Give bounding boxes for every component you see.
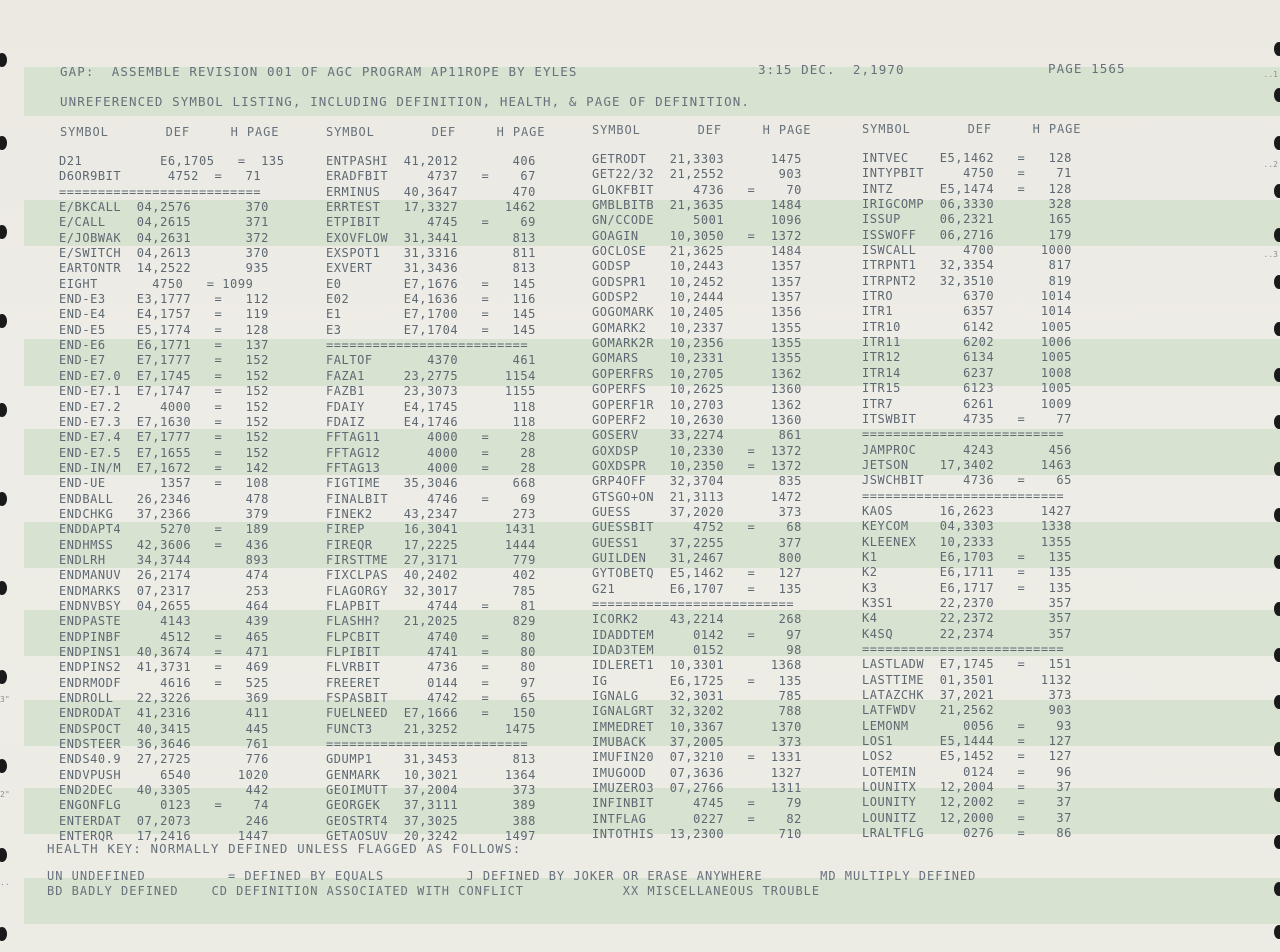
symbol-row: FAZB1 23,3073 1155 <box>326 384 536 399</box>
symbol-row: IGNALGRT 32,3202 788 <box>592 704 802 719</box>
symbol-row: K1 E6,1703 = 135 <box>862 549 1072 564</box>
symbol-row: END2DEC 40,3305 442 <box>59 783 269 798</box>
symbol-row: ENDSTEER 36,3646 761 <box>59 737 269 752</box>
symbol-row: INTFLAG 0227 = 82 <box>592 811 802 826</box>
symbol-row: FIGTIME 35,3046 668 <box>326 476 536 491</box>
tractor-hole <box>1274 368 1280 382</box>
symbol-row: GOAGIN 10,3050 = 1372 <box>592 228 802 243</box>
listing-header: GAP: ASSEMBLE REVISION 001 OF AGC PROGRAM AP11ROPE BY EYLES <box>60 64 578 79</box>
symbol-row: GOPERF2 10,2630 1360 <box>592 412 802 427</box>
symbol-row: GETAOSUV 20,3242 1497 <box>326 829 536 844</box>
symbol-row: ENDCHKG 37,2366 379 <box>59 506 269 521</box>
symbol-row: JAMPROC 4243 456 <box>862 442 1072 457</box>
symbol-row: D21 E6,1705 = 135 <box>59 154 285 168</box>
symbol-row: END-E7.0 E7,1745 = 152 <box>59 368 269 383</box>
tractor-hole <box>1274 925 1280 939</box>
tractor-hole <box>1274 555 1280 569</box>
symbol-row: EXOVFLOW 31,3441 813 <box>326 230 536 245</box>
symbol-row: IMUGOOD 07,3636 1327 <box>592 765 802 780</box>
symbol-row: GEOIMUTT 37,2004 373 <box>326 783 536 798</box>
symbol-row: LOTEMIN 0124 = 96 <box>862 764 1072 779</box>
tractor-hole <box>0 314 7 328</box>
margin-mark: .. <box>0 878 10 887</box>
symbol-row: GODSP 10,2443 1357 <box>592 259 802 274</box>
symbol-row: ENDS40.9 27,2725 776 <box>59 752 269 767</box>
tractor-hole <box>0 927 7 941</box>
symbol-row: ISSWOFF 06,2716 179 <box>862 227 1072 242</box>
tractor-hole <box>1274 508 1280 522</box>
health-key-title: HEALTH KEY: NORMALLY DEFINED UNLESS FLAGGED AS FOLLOWS: <box>47 841 522 856</box>
symbol-row: ENDHMSS 42,3606 = 436 <box>59 537 269 552</box>
symbol-row: INTOTHIS 13,2300 710 <box>592 827 802 842</box>
symbol-row: GLOKFBIT 4736 = 70 <box>592 182 802 197</box>
separator-row: ========================== <box>862 642 1065 656</box>
symbol-row: ERADFBIT 4737 = 67 <box>326 169 536 184</box>
margin-mark: 3" <box>0 695 10 704</box>
symbol-row: E3 E7,1704 = 145 <box>326 322 536 337</box>
symbol-row: END-E6 E6,1771 = 137 <box>59 338 269 353</box>
symbol-row: END-E5 E5,1774 = 128 <box>59 322 269 337</box>
symbol-row: FLPIBIT 4741 = 80 <box>326 645 536 659</box>
symbol-row: FLAPBIT 4744 = 81 <box>326 598 536 613</box>
symbol-row: FLVRBIT 4736 = 80 <box>326 660 536 675</box>
symbol-row: ITR12 6134 1005 <box>862 350 1072 365</box>
symbol-row: FFTAG12 4000 = 28 <box>326 445 536 460</box>
symbol-row: ITR10 6142 1005 <box>862 319 1072 334</box>
symbol-column <box>592 152 802 842</box>
symbol-row: GRP4OFF 32,3704 835 <box>592 474 802 489</box>
symbol-row: IMMEDRET 10,3367 1370 <box>592 719 802 734</box>
symbol-row: ENDDAPT4 5270 = 189 <box>59 522 269 537</box>
separator-row: ========================== <box>592 596 795 611</box>
symbol-row: FDAIY E4,1745 118 <box>326 399 536 414</box>
symbol-row: FALTOF 4370 461 <box>326 353 536 368</box>
symbol-row: GUESS1 37,2255 377 <box>592 535 802 550</box>
symbol-row: ITSWBIT 4735 = 77 <box>862 411 1072 426</box>
symbol-row: ENDPASTE 4143 439 <box>59 614 269 629</box>
symbol-row: END-IN/M E7,1672 = 142 <box>59 460 269 475</box>
symbol-row: ENDNVBSY 04,2655 464 <box>59 598 269 613</box>
symbol-row: FINEK2 43,2347 273 <box>326 506 536 521</box>
symbol-row: IDAD3TEM 0152 98 <box>592 643 802 657</box>
tractor-hole <box>1274 322 1280 336</box>
tractor-hole <box>0 581 7 595</box>
tractor-hole <box>1274 882 1280 896</box>
symbol-row: INTVEC E5,1462 = 128 <box>862 151 1072 165</box>
symbol-row: GOPERFRS 10,2705 1362 <box>592 366 802 381</box>
symbol-row: EIGHT 4750 = 1099 <box>59 276 254 291</box>
symbol-row: GET22/32 21,2552 903 <box>592 167 802 182</box>
symbol-row: K4 22,2372 357 <box>862 611 1072 626</box>
symbol-row: GUILDEN 31,2467 800 <box>592 550 802 565</box>
symbol-row: GOMARS 10,2331 1355 <box>592 351 802 366</box>
column-header: SYMBOL DEF H PAGE <box>592 123 812 137</box>
symbol-row: END-E7.4 E7,1777 = 152 <box>59 430 269 445</box>
tractor-hole <box>1274 742 1280 756</box>
separator-row: ========================== <box>59 184 262 199</box>
symbol-row: IMUBACK 37,2005 373 <box>592 735 802 750</box>
tractor-hole <box>1274 88 1280 102</box>
symbol-row: KLEENEX 10,2333 1355 <box>862 534 1072 549</box>
symbol-row: ENDLRH 34,3744 893 <box>59 552 269 567</box>
symbol-row: FDAIZ E4,1746 118 <box>326 414 536 429</box>
symbol-row: GN/CCODE 5001 1096 <box>592 213 802 228</box>
symbol-row: ENDROLL 22,3226 369 <box>59 691 269 706</box>
margin-mark: 2" <box>0 790 10 799</box>
symbol-row: GUESS 37,2020 373 <box>592 504 802 519</box>
symbol-row: G21 E6,1707 = 135 <box>592 581 802 596</box>
symbol-row: GTSGO+ON 21,3113 1472 <box>592 489 802 504</box>
symbol-row: IDADDTEM 0142 = 97 <box>592 627 802 642</box>
tractor-hole <box>0 670 7 684</box>
symbol-row: ENGONFLG 0123 = 74 <box>59 798 269 813</box>
tractor-hole <box>1274 695 1280 709</box>
symbol-row: FUELNEED E7,1666 = 150 <box>326 706 536 721</box>
symbol-row: IRIGCOMP 06,3330 328 <box>862 197 1072 212</box>
symbol-row: JETSON 17,3402 1463 <box>862 457 1072 472</box>
symbol-row: ETPIBIT 4745 = 69 <box>326 215 536 230</box>
symbol-row: ENTERDAT 07,2073 246 <box>59 813 269 828</box>
symbol-row: LOS1 E5,1444 = 127 <box>862 734 1072 749</box>
symbol-row: GENMARK 10,3021 1364 <box>326 767 536 782</box>
symbol-row: ERRTEST 17,3327 1462 <box>326 200 536 215</box>
tractor-hole <box>0 848 7 862</box>
symbol-row: GMBLBITB 21,3635 1484 <box>592 198 802 213</box>
symbol-row: ISSUP 06,2321 165 <box>862 212 1072 227</box>
symbol-row: ENDMARKS 07,2317 253 <box>59 583 269 598</box>
symbol-row: ITRPNT2 32,3510 819 <box>862 273 1072 288</box>
symbol-row: END-E3 E3,1777 = 112 <box>59 292 269 307</box>
symbol-row: GYTOBETQ E5,1462 = 127 <box>592 566 802 581</box>
symbol-row: LRALTFLG 0276 = 86 <box>862 826 1072 841</box>
symbol-row: ENDMANUV 26,2174 474 <box>59 568 269 583</box>
symbol-row: END-E7.1 E7,1747 = 152 <box>59 384 269 399</box>
separator-row: ========================== <box>862 427 1065 442</box>
symbol-row: D6OR9BIT 4752 = 71 <box>59 169 262 184</box>
symbol-row: ENDBALL 26,2346 478 <box>59 491 269 506</box>
symbol-row: FAZA1 23,2775 1154 <box>326 368 536 383</box>
symbol-row: KAOS 16,2623 1427 <box>862 503 1072 518</box>
symbol-row: ITRO 6370 1014 <box>862 289 1072 304</box>
symbol-column <box>862 151 1072 841</box>
symbol-row: ISWCALL 4700 1000 <box>862 243 1072 258</box>
tractor-hole <box>0 759 7 773</box>
symbol-row: GEORGEK 37,3111 389 <box>326 798 536 813</box>
tractor-hole <box>1274 462 1280 476</box>
symbol-row: E02 E4,1636 = 116 <box>326 292 536 307</box>
symbol-row: ENDVPUSH 6540 1020 <box>59 767 269 782</box>
tractor-hole <box>1274 42 1280 56</box>
column-header: SYMBOL DEF H PAGE <box>862 122 1082 136</box>
symbol-row: EXVERT 31,3436 813 <box>326 261 536 276</box>
symbol-row: JSWCHBIT 4736 = 65 <box>862 473 1072 488</box>
symbol-row: ENDRODAT 41,2316 411 <box>59 706 269 721</box>
symbol-row: ENDPINS1 40,3674 = 471 <box>59 645 269 659</box>
symbol-row: INFINBIT 4745 = 79 <box>592 796 802 811</box>
symbol-column <box>326 154 536 844</box>
tractor-hole <box>1274 788 1280 802</box>
symbol-row: GOPERF1R 10,2703 1362 <box>592 397 802 412</box>
symbol-row: ENDSPOCT 40,3415 445 <box>59 721 269 736</box>
symbol-row: GOSERV 33,2274 861 <box>592 428 802 443</box>
symbol-row: ENDPINS2 41,3731 = 469 <box>59 660 269 675</box>
symbol-row: LASTLADW E7,1745 = 151 <box>862 657 1072 672</box>
symbol-row: EXSPOT1 31,3316 811 <box>326 246 536 261</box>
symbol-row: ITR15 6123 1005 <box>862 381 1072 396</box>
symbol-row: FUNCT3 21,3252 1475 <box>326 721 536 736</box>
separator-row: ========================== <box>326 737 529 752</box>
symbol-row: IG E6,1725 = 135 <box>592 673 802 688</box>
symbol-row: IGNALG 32,3031 785 <box>592 689 802 704</box>
tractor-hole <box>0 492 7 506</box>
symbol-row: E1 E7,1700 = 145 <box>326 307 536 322</box>
symbol-row: LEMONM 0056 = 93 <box>862 718 1072 733</box>
symbol-row: IMUZERO3 07,2766 1311 <box>592 781 802 796</box>
symbol-row: GDUMP1 31,3453 813 <box>326 752 536 767</box>
tractor-hole <box>0 403 7 417</box>
symbol-row: FLPCBIT 4740 = 80 <box>326 629 536 644</box>
symbol-row: END-E7.2 4000 = 152 <box>59 399 269 414</box>
tractor-hole <box>1274 228 1280 242</box>
symbol-row: FFTAG13 4000 = 28 <box>326 460 536 475</box>
separator-row: ========================== <box>862 488 1065 503</box>
symbol-row: GETRODT 21,3303 1475 <box>592 152 802 166</box>
symbol-row: END-E7.5 E7,1655 = 152 <box>59 445 269 460</box>
symbol-row: ITR14 6237 1008 <box>862 365 1072 380</box>
symbol-row: FLAGORGY 32,3017 785 <box>326 583 536 598</box>
margin-mark: ..3 <box>1263 250 1278 259</box>
symbol-row: FLASHH? 21,2025 829 <box>326 614 536 629</box>
symbol-row: FIREP 16,3041 1431 <box>326 522 536 537</box>
symbol-row: K3 E6,1717 = 135 <box>862 580 1072 595</box>
tractor-hole <box>0 136 7 150</box>
column-header: SYMBOL DEF H PAGE <box>60 125 280 139</box>
symbol-row: GEOSTRT4 37,3025 388 <box>326 813 536 828</box>
tractor-hole <box>1274 415 1280 429</box>
symbol-row: END-E7.3 E7,1630 = 152 <box>59 414 269 429</box>
margin-mark: ..2 <box>1263 160 1278 169</box>
symbol-row: GOPERFS 10,2625 1360 <box>592 382 802 397</box>
symbol-row: EARTONTR 14,2522 935 <box>59 261 269 276</box>
symbol-row: ITRPNT1 32,3354 817 <box>862 258 1072 273</box>
symbol-row: ERMINUS 40,3647 470 <box>326 184 536 199</box>
symbol-row: LOUNITY 12,2002 = 37 <box>862 795 1072 810</box>
symbol-row: E/SWITCH 04,2613 370 <box>59 246 269 261</box>
symbol-row: LOUNITX 12,2004 = 37 <box>862 780 1072 795</box>
symbol-row: GOCLOSE 21,3625 1484 <box>592 244 802 259</box>
health-key-line: UN UNDEFINED = DEFINED BY EQUALS J DEFINED BY JOKER OR ERASE ANYWHERE MD MULTIPLY DEFINED <box>47 869 977 883</box>
symbol-row: ENDRMODF 4616 = 525 <box>59 675 269 690</box>
symbol-row: GUESSBIT 4752 = 68 <box>592 520 802 535</box>
symbol-row: K3S1 22,2370 357 <box>862 595 1072 610</box>
symbol-row: GOMARK2R 10,2356 1355 <box>592 336 802 351</box>
tractor-hole <box>1274 275 1280 289</box>
symbol-row: E0 E7,1676 = 145 <box>326 276 536 291</box>
tractor-hole <box>0 225 7 239</box>
symbol-row: LATAZCHK 37,2021 373 <box>862 688 1072 703</box>
symbol-row: GODSP2 10,2444 1357 <box>592 290 802 305</box>
symbol-row: GOXDSP 10,2330 = 1372 <box>592 443 802 458</box>
symbol-row: ICORK2 43,2214 268 <box>592 612 802 627</box>
separator-row: ========================== <box>326 338 529 353</box>
symbol-row: GOXDSPR 10,2350 = 1372 <box>592 458 802 473</box>
symbol-column <box>59 154 284 844</box>
symbol-row: E/CALL 04,2615 371 <box>59 215 269 230</box>
tractor-hole <box>1274 602 1280 616</box>
symbol-row: FSPASBIT 4742 = 65 <box>326 691 536 706</box>
symbol-row: ENDPINBF 4512 = 465 <box>59 629 269 644</box>
tractor-hole <box>1274 648 1280 662</box>
symbol-row: KEYCOM 04,3303 1338 <box>862 519 1072 534</box>
symbol-row: END-E4 E4,1757 = 119 <box>59 307 269 322</box>
symbol-row: END-E7 E7,1777 = 152 <box>59 353 269 368</box>
symbol-row: ITR1 6357 1014 <box>862 304 1072 319</box>
symbol-row: IDLERET1 10,3301 1368 <box>592 658 802 673</box>
page-number: PAGE 1565 <box>1048 61 1126 76</box>
symbol-row: FIXCLPAS 40,2402 402 <box>326 568 536 583</box>
tractor-hole <box>1274 136 1280 150</box>
symbol-row: E/JOBWAK 04,2631 372 <box>59 230 269 245</box>
symbol-row: LOUNITZ 12,2000 = 37 <box>862 810 1072 825</box>
symbol-row: ITR11 6202 1006 <box>862 335 1072 350</box>
symbol-row: FFTAG11 4000 = 28 <box>326 430 536 445</box>
listing-subtitle: UNREFERENCED SYMBOL LISTING, INCLUDING DEFINITION, HEALTH, & PAGE OF DEFINITION. <box>60 94 751 109</box>
listing-timestamp: 3:15 DEC. 2,1970 <box>758 62 905 77</box>
symbol-row: FINALBIT 4746 = 69 <box>326 491 536 506</box>
symbol-row: K4SQ 22,2374 357 <box>862 626 1072 641</box>
symbol-row: FIRSTTME 27,3171 779 <box>326 552 536 567</box>
symbol-row: K2 E6,1711 = 135 <box>862 565 1072 580</box>
health-key-line: BD BADLY DEFINED CD DEFINITION ASSOCIATED WITH CONFLICT XX MISCELLANEOUS TROUBLE <box>47 884 821 898</box>
symbol-row: IMUFIN20 07,3210 = 1331 <box>592 750 802 765</box>
tractor-hole <box>0 53 7 67</box>
symbol-row: INTYPBIT 4750 = 71 <box>862 166 1072 181</box>
tractor-hole <box>1274 184 1280 198</box>
symbol-row: ENTPASHI 41,2012 406 <box>326 154 536 168</box>
symbol-row: END-UE 1357 = 108 <box>59 476 269 491</box>
symbol-row: GOGOMARK 10,2405 1356 <box>592 305 802 320</box>
symbol-row: LASTTIME 01,3501 1132 <box>862 672 1072 687</box>
symbol-row: LATFWDV 21,2562 903 <box>862 703 1072 718</box>
symbol-row: GOMARK2 10,2337 1355 <box>592 320 802 335</box>
symbol-row: ITR7 6261 1009 <box>862 396 1072 411</box>
symbol-row: FIREQR 17,2225 1444 <box>326 537 536 552</box>
symbol-row: E/BKCALL 04,2576 370 <box>59 200 269 215</box>
symbol-row: INTZ E5,1474 = 128 <box>862 181 1072 196</box>
symbol-row: LOS2 E5,1452 = 127 <box>862 749 1072 764</box>
tractor-hole <box>1274 835 1280 849</box>
symbol-row: ENTERQR 17,2416 1447 <box>59 829 269 844</box>
margin-mark: ..1 <box>1263 70 1278 79</box>
symbol-row: FREERET 0144 = 97 <box>326 675 536 690</box>
column-header: SYMBOL DEF H PAGE <box>326 125 546 139</box>
symbol-row: GODSPR1 10,2452 1357 <box>592 274 802 289</box>
